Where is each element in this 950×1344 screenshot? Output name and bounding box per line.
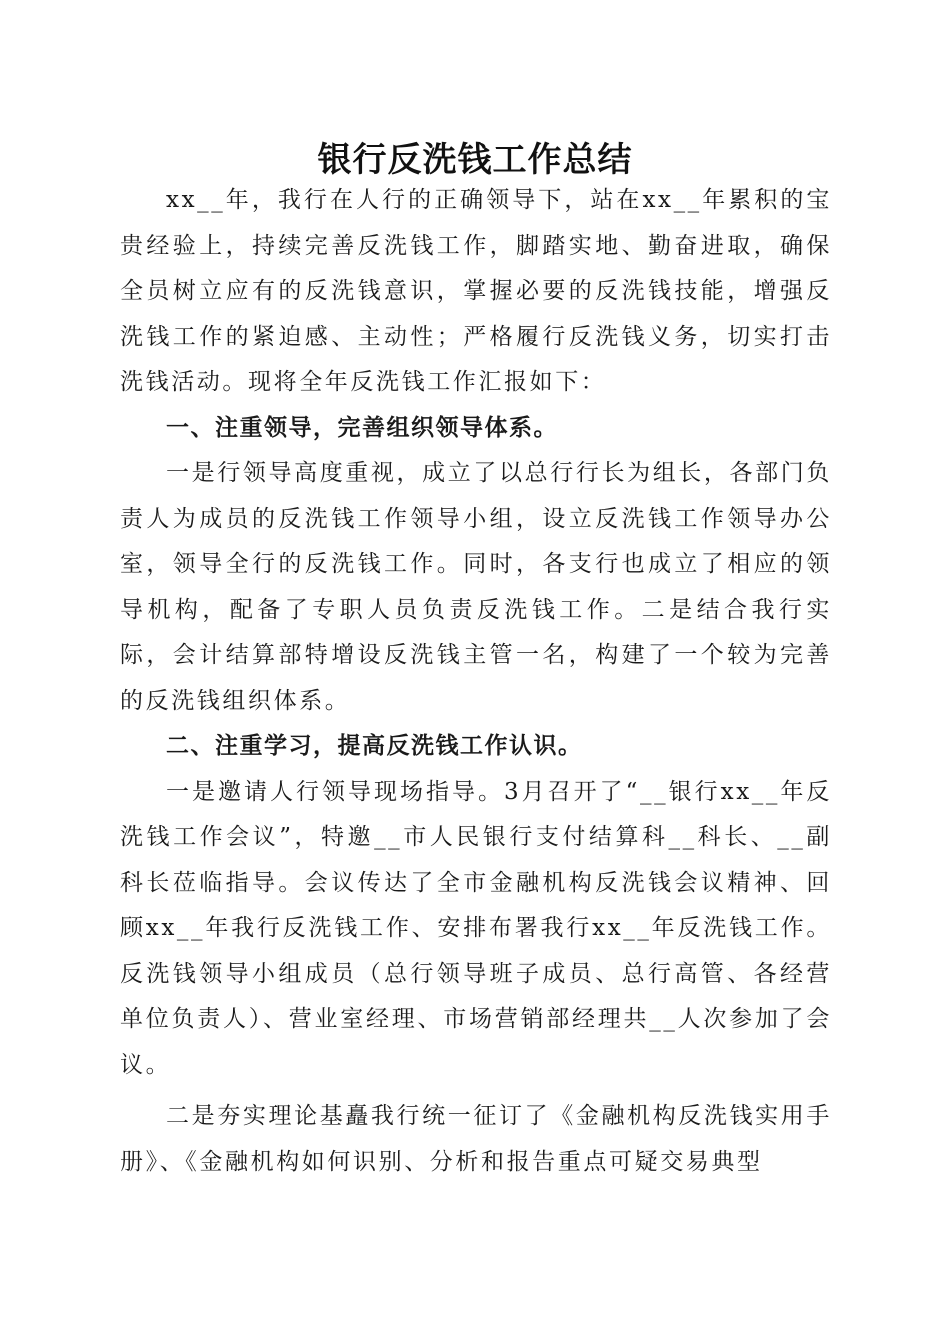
- document-title: 银行反洗钱工作总结: [317, 140, 633, 180]
- section-1-paragraph-1: 一是行领导高度重视，成立了以总行行长为组长，各部门负责人为成员的反洗钱工作领导小组，设立反洗钱工作领导办公室，领导全行的反洗钱工作。同时，各支行也成立了相应的领导机构，配备了专职人员负责反洗钱工作。二是结合我行实际，会计结算部特增设反洗钱主管一名，构建了一个较为完善的反洗钱组织体系。: [120, 460, 832, 714]
- intro-paragraph: xx__年，我行在人行的正确领导下，站在xx__年累积的宝贵经验上，持续完善反洗钱工作，脚踏实地、勤奋进取，确保全员树立应有的反洗钱意识，掌握必要的反洗钱技能，增强反洗钱工作的紧迫感、主动性；严格履行反洗钱义务，切实打击洗钱活动。现将全年反洗钱工作汇报如下：: [120, 187, 832, 395]
- section-2-paragraph-2: 二是夯实理论基矗我行统一征订了《金融机构反洗钱实用手册》、《金融机构如何识别、分析和报告重点可疑交易典型: [120, 1103, 832, 1175]
- section-2-heading: 二、注重学习，提高反洗钱工作认识。: [166, 733, 583, 759]
- section-2-paragraph-1: 一是邀请人行领导现场指导。3月召开了“__银行xx__年反洗钱工作会议”，特邀__市人民银行支付结算科__科长、__副科长莅临指导。会议传达了全市金融机构反洗钱会议精神、回顾xx__年我行反洗钱工作、安排布署我行xx__年反洗钱工作。反洗钱领导小组成员（总行领导班子成员、总行高管、各经营单位负责人）、营业室经理、市场营销部经理共__人次参加了会议。: [120, 778, 832, 1078]
- section-1-heading: 一、注重领导，完善组织领导体系。: [166, 414, 558, 441]
- document-body: [120, 178, 832, 1185]
